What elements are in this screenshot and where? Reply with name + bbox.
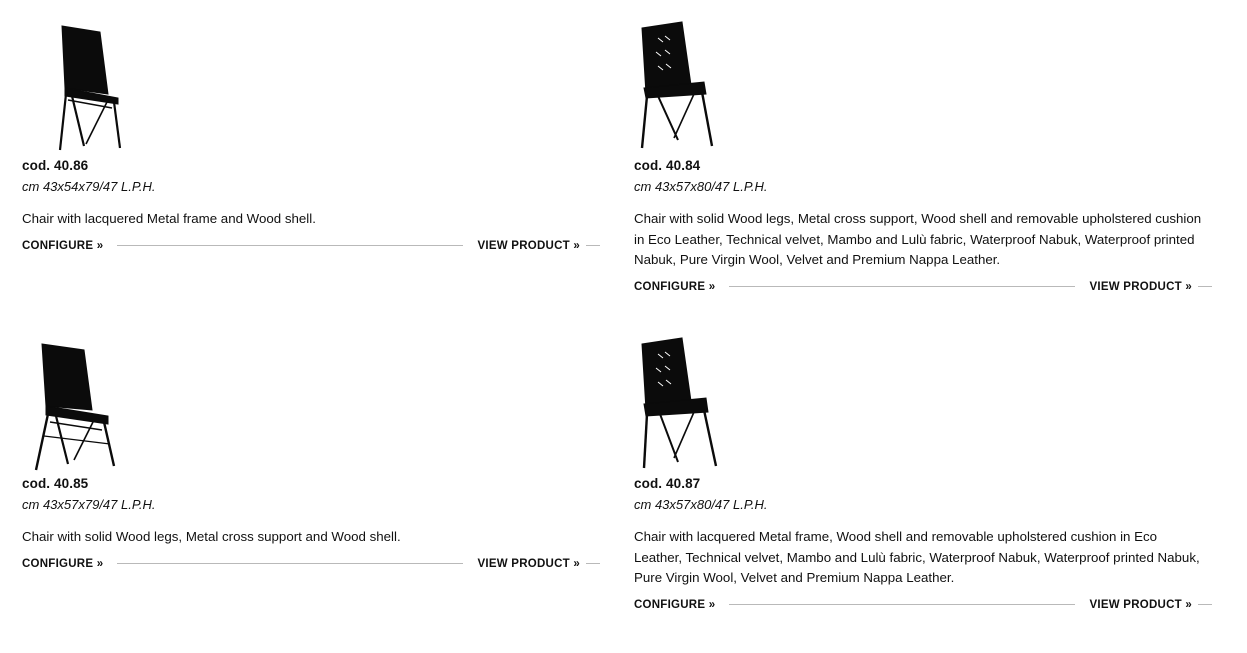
product-actions: [22, 240, 600, 252]
configure-link[interactable]: CONFIGURE »: [22, 557, 104, 570]
product-code: cod. 40.84: [634, 158, 701, 173]
product-card: [634, 326, 1222, 611]
chair-40-85-thumbnail[interactable]: [22, 326, 610, 476]
product-dimensions: cm 43x57x80/47 L.P.H.: [634, 496, 768, 512]
product-description: Chair with solid Wood legs, Metal cross support, Wood shell and removable upholstered cushion in Eco Leather, Technical velvet, Mambo and Lulù fabric, Waterproof Nabuk, Waterproof printed Nabuk, Pure Virgin Wool, Velvet and Premium Nappa Leather.: [634, 211, 1202, 268]
product-code: cod. 40.86: [22, 158, 89, 173]
product-dimensions: cm 43x54x79/47 L.P.H.: [22, 178, 156, 194]
divider-tail: [1198, 604, 1212, 605]
product-actions: [634, 599, 1212, 611]
configure-link[interactable]: CONFIGURE »: [634, 598, 716, 611]
product-description: Chair with lacquered Metal frame and Wood shell.: [22, 211, 316, 227]
product-actions: [22, 558, 600, 570]
divider: [729, 604, 1075, 605]
view-product-link[interactable]: VIEW PRODUCT »: [477, 557, 580, 570]
product-code: cod. 40.87: [634, 476, 701, 491]
chair-40-86-thumbnail[interactable]: [22, 8, 610, 158]
product-card: [634, 8, 1222, 293]
product-dimensions: cm 43x57x79/47 L.P.H.: [22, 496, 156, 512]
product-code: cod. 40.85: [22, 476, 89, 491]
view-product-link[interactable]: VIEW PRODUCT »: [477, 239, 580, 252]
divider: [117, 245, 463, 246]
product-card: [22, 326, 610, 570]
chair-40-87-thumbnail[interactable]: [634, 326, 1222, 476]
divider-tail: [586, 563, 600, 564]
product-dimensions: cm 43x57x80/47 L.P.H.: [634, 178, 768, 194]
chair-40-84-thumbnail[interactable]: [634, 8, 1222, 158]
view-product-link[interactable]: VIEW PRODUCT »: [1089, 598, 1192, 611]
view-product-link[interactable]: VIEW PRODUCT »: [1089, 280, 1192, 293]
product-actions: [634, 281, 1212, 293]
configure-link[interactable]: CONFIGURE »: [22, 239, 104, 252]
divider: [729, 286, 1075, 287]
divider-tail: [586, 245, 600, 246]
product-card: [22, 8, 610, 252]
product-description: Chair with solid Wood legs, Metal cross support and Wood shell.: [22, 529, 401, 545]
product-description: Chair with lacquered Metal frame, Wood shell and removable upholstered cushion in Eco Leather, Technical velvet, Mambo and Lulù fabric, Waterproof Nabuk, Waterproof printed Nabuk, Pure Virgin Wool, Velvet and Premium Nappa Leather.: [634, 529, 1200, 586]
divider: [117, 563, 463, 564]
configure-link[interactable]: CONFIGURE »: [634, 280, 716, 293]
divider-tail: [1198, 286, 1212, 287]
